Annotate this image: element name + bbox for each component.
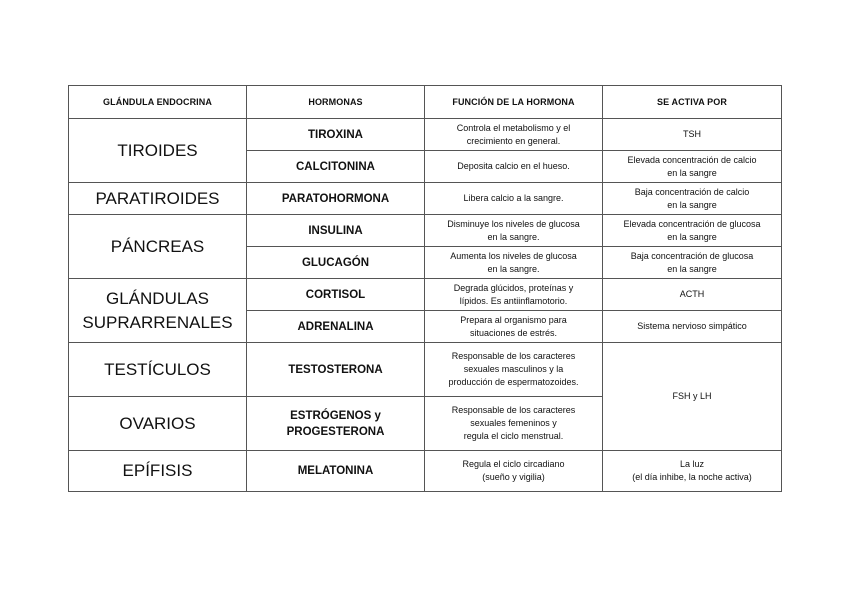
hormone-cell: ADRENALINA xyxy=(247,311,425,343)
table-row xyxy=(69,119,782,151)
function-cell: Responsable de los caracteres sexuales masculinos y la producción de espermatozoides. xyxy=(425,343,603,397)
header-function: FUNCIÓN DE LA HORMONA xyxy=(425,86,603,119)
function-cell: Degrada glúcidos, proteínas y lípidos. Es antiinflamotorio. xyxy=(425,279,603,311)
table-row xyxy=(69,279,782,311)
gland-tiroides: TIROIDES xyxy=(69,119,247,183)
function-cell: Aumenta los niveles de glucosa en la sangre. xyxy=(425,247,603,279)
trigger-cell: TSH xyxy=(603,119,782,151)
hormone-cell: CORTISOL xyxy=(247,279,425,311)
header-gland: GLÁNDULA ENDOCRINA xyxy=(69,86,247,119)
hormone-cell: INSULINA xyxy=(247,215,425,247)
function-cell: Regula el ciclo circadiano (sueño y vigilia) xyxy=(425,451,603,492)
hormone-cell: GLUCAGÓN xyxy=(247,247,425,279)
trigger-cell: Elevada concentración de calcio en la sangre xyxy=(603,151,782,183)
table-row xyxy=(69,343,782,397)
gland-suprarrenales: GLÁNDULAS SUPRARRENALES xyxy=(69,279,247,343)
gland-pancreas: PÁNCREAS xyxy=(69,215,247,279)
gland-testiculos: TESTÍCULOS xyxy=(69,343,247,397)
function-cell: Responsable de los caracteres sexuales femeninos y regula el ciclo menstrual. xyxy=(425,397,603,451)
trigger-cell: Baja concentración de glucosa en la sangre xyxy=(603,247,782,279)
hormone-cell: PARATOHORMONA xyxy=(247,183,425,215)
header-trigger: SE ACTIVA POR xyxy=(603,86,782,119)
gland-paratiroides: PARATIROIDES xyxy=(69,183,247,215)
function-cell: Controla el metabolismo y el crecimiento en general. xyxy=(425,119,603,151)
function-cell: Deposita calcio en el hueso. xyxy=(425,151,603,183)
table-row xyxy=(69,215,782,247)
hormone-cell: TESTOSTERONA xyxy=(247,343,425,397)
trigger-cell: Baja concentración de calcio en la sangre xyxy=(603,183,782,215)
function-cell: Disminuye los niveles de glucosa en la sangre. xyxy=(425,215,603,247)
function-cell: Libera calcio a la sangre. xyxy=(425,183,603,215)
trigger-cell: FSH y LH xyxy=(603,343,782,451)
endocrine-table xyxy=(68,85,782,492)
header-row xyxy=(69,86,782,119)
table-row xyxy=(69,183,782,215)
header-hormones: HORMONAS xyxy=(247,86,425,119)
hormone-cell: ESTRÓGENOS y PROGESTERONA xyxy=(247,397,425,451)
trigger-cell: Elevada concentración de glucosa en la sangre xyxy=(603,215,782,247)
hormone-cell: CALCITONINA xyxy=(247,151,425,183)
trigger-cell: ACTH xyxy=(603,279,782,311)
function-cell: Prepara al organismo para situaciones de estrés. xyxy=(425,311,603,343)
gland-ovarios: OVARIOS xyxy=(69,397,247,451)
table-row xyxy=(69,451,782,492)
hormone-cell: MELATONINA xyxy=(247,451,425,492)
trigger-cell: Sistema nervioso simpático xyxy=(603,311,782,343)
hormone-cell: TIROXINA xyxy=(247,119,425,151)
trigger-cell: La luz (el día inhibe, la noche activa) xyxy=(603,451,782,492)
gland-epifisis: EPÍFISIS xyxy=(69,451,247,492)
